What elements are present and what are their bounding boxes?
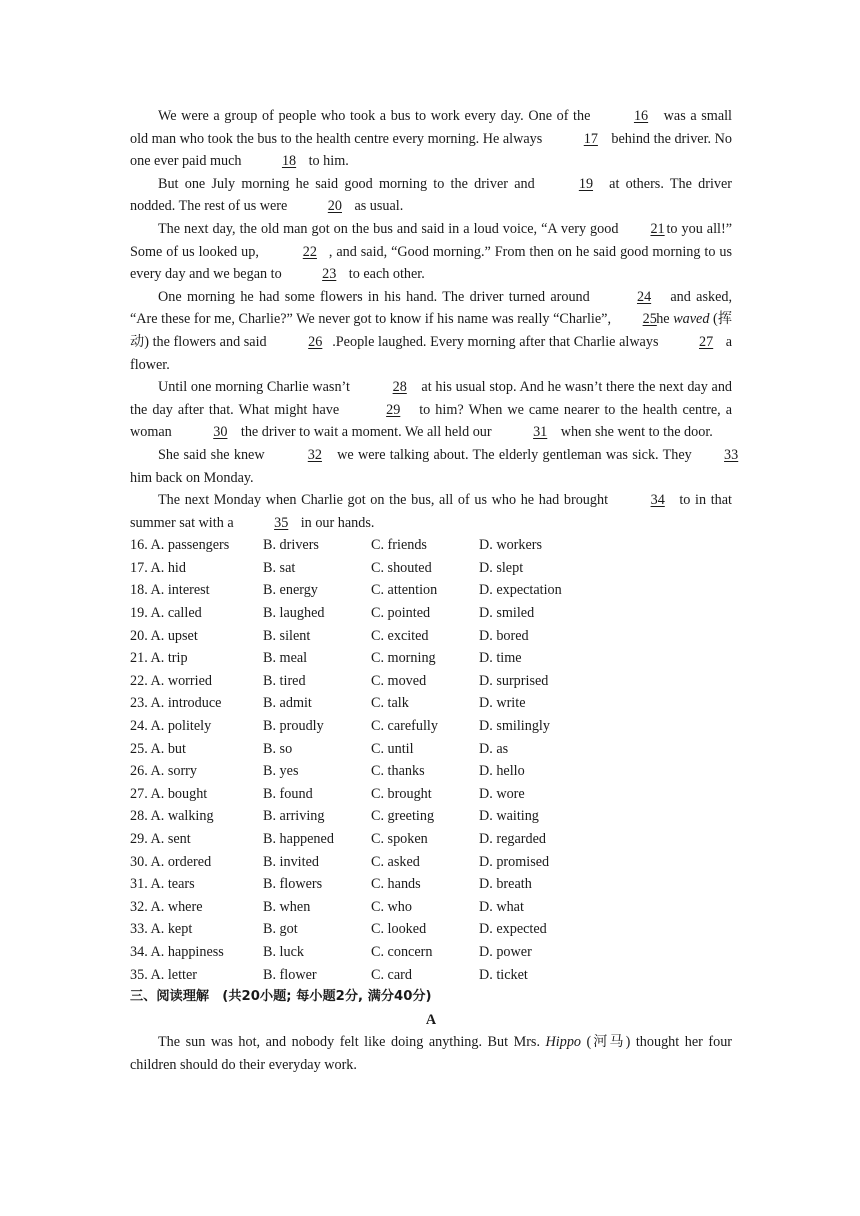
option-choice[interactable]: C. card <box>371 966 412 983</box>
text: The next Monday when Charlie got on the bus, all of us who he had brought <box>158 492 609 509</box>
blank-24[interactable]: 24 <box>636 288 652 305</box>
option-choice[interactable]: 19. A. called <box>130 605 202 622</box>
blank-29[interactable]: 29 <box>386 401 401 418</box>
option-choice[interactable]: 26. A. sorry <box>130 763 197 780</box>
text: waved <box>673 311 710 328</box>
text: to him. <box>308 153 349 170</box>
option-choice[interactable]: 20. A. upset <box>130 627 198 644</box>
option-choice[interactable]: D. regarded <box>479 831 546 847</box>
text: he <box>656 311 670 328</box>
blank-17[interactable]: 17 <box>583 130 598 147</box>
option-row <box>130 625 732 648</box>
option-row <box>130 715 732 738</box>
reading-paragraph-1 <box>130 1031 732 1076</box>
option-choice[interactable]: B. invited <box>263 853 319 870</box>
text: as usual. <box>354 198 404 215</box>
blank-26[interactable]: 26 <box>308 333 323 350</box>
option-choice[interactable]: C. attention <box>371 582 438 599</box>
option-choice[interactable]: B. proudly <box>263 718 324 735</box>
blank-21[interactable]: 21 <box>650 220 665 237</box>
option-choice[interactable]: B. sat <box>263 559 296 576</box>
option-row <box>130 873 732 896</box>
text: to in that summer sat with a <box>130 492 732 531</box>
blank-27[interactable]: 27 <box>699 333 714 350</box>
text: behind the driver. No one ever paid much <box>130 130 732 170</box>
blank-25[interactable]: 25 <box>642 311 657 328</box>
option-choice[interactable]: C. looked <box>371 921 427 938</box>
document-page <box>130 105 739 1077</box>
cloze-paragraph-3 <box>130 218 732 286</box>
option-choice[interactable]: B. tired <box>263 672 306 689</box>
text: thought her four children should do their everyday work. <box>130 1034 733 1073</box>
option-choice[interactable]: C. spoken <box>371 831 428 847</box>
option-choice[interactable]: B. yes <box>263 763 299 780</box>
option-choice[interactable]: D. wore <box>479 785 525 802</box>
option-choice[interactable]: 24. A. politely <box>130 718 212 735</box>
option-choice[interactable]: 29. A. sent <box>130 831 191 847</box>
text: to you all!” Some of us looked up, <box>130 220 732 260</box>
option-choice[interactable]: B. admit <box>263 695 312 712</box>
text: was a small old man who took the bus to the health centre every morning. He always <box>130 108 733 147</box>
option-choice[interactable]: C. shouted <box>371 559 432 576</box>
option-row <box>130 602 732 625</box>
cloze-paragraph-5 <box>130 376 732 444</box>
text: the flowers and said <box>152 333 267 350</box>
option-row <box>130 918 732 941</box>
option-choice[interactable]: 21. A. trip <box>130 650 188 667</box>
option-choice[interactable]: C. talk <box>371 695 409 712</box>
option-choice[interactable]: 33. A. kept <box>130 921 193 938</box>
blank-32[interactable]: 32 <box>307 446 322 463</box>
text: we were talking about. The elderly gentleman was sick. They <box>337 446 692 463</box>
option-row <box>130 738 732 761</box>
blank-19[interactable]: 19 <box>578 175 594 192</box>
text: Hippo <box>545 1034 581 1051</box>
option-choice[interactable]: D. waiting <box>479 808 539 825</box>
text: at others. The driver nodded. The rest of us were <box>130 175 733 215</box>
option-choice[interactable]: C. carefully <box>371 718 438 735</box>
cloze-paragraph-1 <box>130 105 732 173</box>
text: to him? When we came nearer to the health centre, a woman <box>130 401 732 441</box>
option-choice[interactable]: C. brought <box>371 785 432 802</box>
blank-33[interactable]: 33 <box>724 446 739 463</box>
option-choice[interactable]: 17. A. hid <box>130 559 186 576</box>
text: .People laughed. Every morning after that Charlie always <box>332 333 659 350</box>
option-row <box>130 760 732 783</box>
option-choice[interactable]: 27. A. bought <box>130 785 208 802</box>
blank-18[interactable]: 18 <box>281 153 297 170</box>
option-choice[interactable]: 30. A. ordered <box>130 853 212 870</box>
text: him back on Monday. <box>130 469 254 486</box>
blank-23[interactable]: 23 <box>322 266 337 283</box>
option-choice[interactable]: B. silent <box>263 627 311 644</box>
option-choice[interactable]: D. power <box>479 943 532 960</box>
answer-options-list <box>130 534 732 986</box>
option-choice[interactable]: D. as <box>479 740 509 757</box>
option-choice[interactable]: B. found <box>263 785 313 802</box>
option-choice[interactable]: 23. A. introduce <box>130 695 222 712</box>
text: The next day, the old man got on the bus and said in a loud voice, “A very good <box>158 220 619 237</box>
text: , and said, “Good morning.” From then on he said good morning to us every day and we began to <box>130 243 733 283</box>
text: One morning he had some flowers in his hand. The driver turned around <box>158 288 590 305</box>
option-row <box>130 579 732 602</box>
option-choice[interactable]: D. time <box>479 650 522 667</box>
option-choice[interactable]: C. hands <box>371 876 421 893</box>
option-choice[interactable]: 32. A. where <box>130 898 203 915</box>
gloss: (挥动) <box>130 311 733 350</box>
option-choice[interactable]: D. smiled <box>479 605 535 622</box>
option-choice[interactable]: B. flowers <box>263 876 323 893</box>
option-choice[interactable]: D. write <box>479 695 526 712</box>
option-choice[interactable]: D. expected <box>479 921 547 938</box>
option-row <box>130 670 732 693</box>
option-choice[interactable]: D. workers <box>479 537 543 554</box>
option-row <box>130 647 732 670</box>
text: But one July morning he said good morning to the driver and <box>158 175 535 192</box>
option-choice[interactable]: B. laughed <box>263 605 325 622</box>
option-choice[interactable]: C. until <box>371 740 414 757</box>
option-row <box>130 896 732 919</box>
text: the driver to wait a moment. We all held our <box>240 424 492 441</box>
option-choice[interactable]: D. what <box>479 898 524 915</box>
option-choice[interactable]: 18. A. interest <box>130 582 210 599</box>
option-choice[interactable]: 34. A. happiness <box>130 943 224 960</box>
option-row <box>130 851 732 874</box>
blank-16[interactable]: 16 <box>633 108 649 124</box>
option-choice[interactable]: D. hello <box>479 763 525 780</box>
option-row <box>130 692 732 715</box>
blank-30[interactable]: 30 <box>213 424 228 441</box>
option-choice[interactable]: B. happened <box>263 831 334 847</box>
option-choice[interactable]: B. drivers <box>263 537 319 554</box>
option-choice[interactable]: D. promised <box>479 853 550 870</box>
option-choice[interactable]: C. pointed <box>371 605 431 622</box>
cloze-paragraph-2 <box>130 173 732 218</box>
option-choice[interactable]: C. morning <box>371 650 436 667</box>
option-choice[interactable]: 22. A. worried <box>130 672 212 689</box>
option-choice[interactable]: 28. A. walking <box>130 808 214 825</box>
blank-20[interactable]: 20 <box>327 198 342 215</box>
option-choice[interactable]: 16. A. passengers <box>130 537 230 554</box>
text: a flower. <box>130 333 733 373</box>
blank-22[interactable]: 22 <box>302 243 317 260</box>
option-choice[interactable]: C. moved <box>371 672 427 689</box>
option-choice[interactable]: 25. A. but <box>130 740 186 757</box>
option-choice[interactable]: D. bored <box>479 627 529 644</box>
option-choice[interactable]: D. breath <box>479 876 532 893</box>
option-choice[interactable]: 35. A. letter <box>130 966 197 983</box>
text: in our hands. <box>300 514 375 531</box>
option-choice[interactable]: B. arriving <box>263 808 325 825</box>
text: Until one morning Charlie wasn’t <box>158 379 350 396</box>
option-row <box>130 941 732 964</box>
option-row <box>130 783 732 806</box>
option-choice[interactable]: C. excited <box>371 627 429 644</box>
option-choice[interactable]: B. got <box>263 921 298 938</box>
option-row <box>130 828 732 851</box>
option-choice[interactable]: B. so <box>263 740 293 757</box>
cloze-paragraph-7 <box>130 489 732 534</box>
option-choice[interactable]: C. asked <box>371 853 420 870</box>
option-choice[interactable]: D. smilingly <box>479 718 550 735</box>
option-choice[interactable]: B. luck <box>263 943 304 960</box>
option-choice[interactable]: D. slept <box>479 559 524 576</box>
text: We were a group of people who took a bus to work every day. One of the <box>158 108 591 124</box>
blank-35[interactable]: 35 <box>274 514 289 531</box>
option-row <box>130 534 732 557</box>
section-heading: 三、阅读理解 (共20小题; 每小题2分, 满分40分) <box>130 989 432 1005</box>
text: and asked, “Are these for me, Charlie?” We never got to know if his name was really “Charlie”, <box>130 288 733 328</box>
gloss: (河马) <box>586 1034 631 1051</box>
option-choice[interactable]: B. when <box>263 898 311 915</box>
option-choice[interactable]: C. who <box>371 898 412 915</box>
option-row <box>130 805 732 828</box>
text: The sun was hot, and nobody felt like doing anything. But Mrs. <box>158 1034 540 1051</box>
passage-title: A <box>425 1011 437 1028</box>
option-choice[interactable]: D. expectation <box>479 582 562 599</box>
option-choice[interactable]: D. surprised <box>479 672 549 689</box>
option-choice[interactable]: C. friends <box>371 537 427 554</box>
option-row <box>130 964 732 987</box>
option-choice[interactable]: D. ticket <box>479 966 528 983</box>
text: She said she knew <box>158 446 265 463</box>
option-choice[interactable]: B. flower <box>263 966 317 983</box>
option-choice[interactable]: C. thanks <box>371 763 425 780</box>
blank-28[interactable]: 28 <box>392 379 407 396</box>
option-choice[interactable]: C. concern <box>371 943 433 960</box>
text: to each other. <box>348 266 425 283</box>
option-row <box>130 557 732 580</box>
text: at his usual stop. And he wasn’t there the next day and the day after that. What might have <box>130 379 733 418</box>
blank-31[interactable]: 31 <box>533 424 548 441</box>
text: when she went to the door. <box>560 424 713 441</box>
option-choice[interactable]: 31. A. tears <box>130 876 195 893</box>
blank-34[interactable]: 34 <box>650 492 665 509</box>
option-choice[interactable]: C. greeting <box>371 808 435 825</box>
option-choice[interactable]: B. meal <box>263 650 308 667</box>
option-choice[interactable]: B. energy <box>263 582 318 599</box>
cloze-paragraph-6 <box>130 444 739 489</box>
cloze-paragraph-4 <box>130 286 732 376</box>
